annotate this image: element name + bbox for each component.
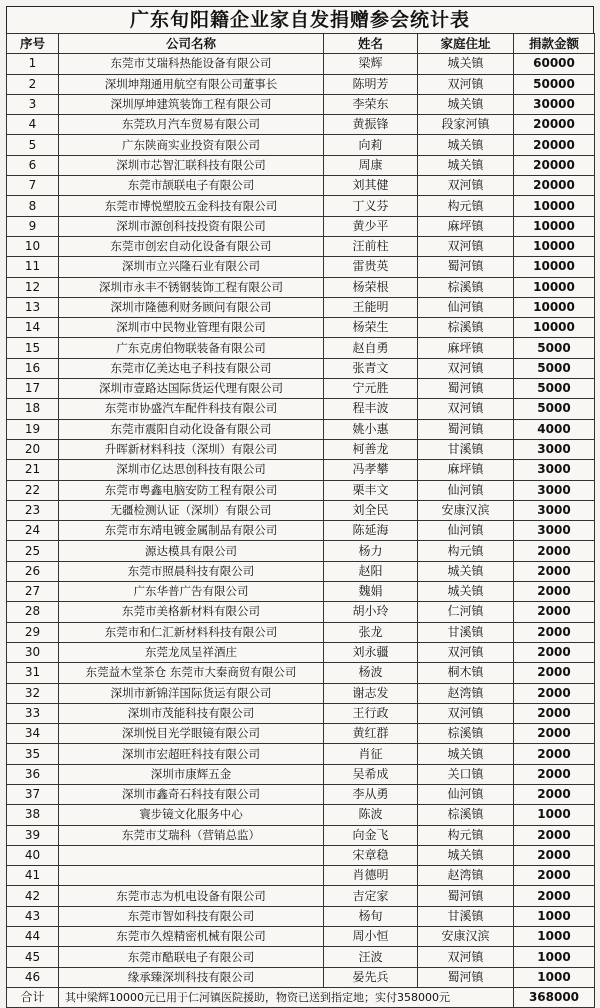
donor-name: 刘全民 [324, 500, 418, 520]
home-town: 城关镇 [418, 744, 514, 764]
company-name: 东莞玖月汽车贸易有限公司 [59, 115, 324, 135]
home-town: 城关镇 [418, 54, 514, 74]
row-index: 13 [7, 297, 59, 317]
donor-name: 黄振锋 [324, 115, 418, 135]
donation-amount: 5000 [514, 358, 595, 378]
donation-amount: 5000 [514, 338, 595, 358]
donor-name: 王能明 [324, 297, 418, 317]
donation-amount: 5000 [514, 399, 595, 419]
table-row [7, 886, 595, 906]
company-name: 东莞市智如科技有限公司 [59, 906, 324, 926]
donor-name: 汪前柱 [324, 236, 418, 256]
company-name: 无疆检测认证（深圳）有限公司 [59, 500, 324, 520]
donor-name: 向金飞 [324, 825, 418, 845]
row-index: 32 [7, 683, 59, 703]
table-row [7, 744, 595, 764]
total-row [7, 987, 595, 1007]
donation-amount: 1000 [514, 906, 595, 926]
col-header-amount: 捐款金额 [514, 34, 595, 54]
donor-name: 雷贵英 [324, 257, 418, 277]
home-town: 城关镇 [418, 561, 514, 581]
donor-name: 肖征 [324, 744, 418, 764]
donor-name: 汪波 [324, 947, 418, 967]
table-row [7, 216, 595, 236]
table-row [7, 135, 595, 155]
donor-name: 谢志发 [324, 683, 418, 703]
table-row [7, 115, 595, 135]
company-name: 深圳市宏超旺科技有限公司 [59, 744, 324, 764]
table-row [7, 784, 595, 804]
table-row [7, 683, 595, 703]
table-row [7, 947, 595, 967]
home-town: 双河镇 [418, 399, 514, 419]
company-name: 深圳市康辉五金 [59, 764, 324, 784]
table-row [7, 480, 595, 500]
donor-name: 赵阳 [324, 561, 418, 581]
home-town: 棕溪镇 [418, 277, 514, 297]
donation-amount: 2000 [514, 784, 595, 804]
donation-amount: 3000 [514, 521, 595, 541]
header-row [7, 34, 595, 54]
table-row [7, 927, 595, 947]
donor-name: 杨波 [324, 663, 418, 683]
company-name: 深圳市立兴隆石业有限公司 [59, 257, 324, 277]
row-index: 37 [7, 784, 59, 804]
row-index: 28 [7, 602, 59, 622]
donation-amount: 4000 [514, 419, 595, 439]
company-name: 缘承臻深圳科技有限公司 [59, 967, 324, 987]
donation-amount: 2000 [514, 724, 595, 744]
donation-amount: 30000 [514, 94, 595, 114]
donor-name: 宋章稳 [324, 845, 418, 865]
donor-name: 张青文 [324, 358, 418, 378]
table-row [7, 176, 595, 196]
company-name: 深圳悦目光学眼镜有限公司 [59, 724, 324, 744]
row-index: 8 [7, 196, 59, 216]
row-index: 46 [7, 967, 59, 987]
home-town: 赵湾镇 [418, 683, 514, 703]
table-row [7, 338, 595, 358]
table-row [7, 460, 595, 480]
donor-name: 陈波 [324, 805, 418, 825]
company-name: 深圳市芯智汇联科技有限公司 [59, 155, 324, 175]
home-town: 麻坪镇 [418, 460, 514, 480]
donor-name: 李荣东 [324, 94, 418, 114]
table-row [7, 866, 595, 886]
donation-amount: 10000 [514, 277, 595, 297]
company-name: 广东陕商实业投资有限公司 [59, 135, 324, 155]
row-index: 44 [7, 927, 59, 947]
table-row [7, 54, 595, 74]
table-row [7, 825, 595, 845]
total-note: 其中梁辉10000元已用于仁河镇医院援助，物资已送到指定地；实付358000元 [59, 987, 514, 1007]
home-town: 双河镇 [418, 703, 514, 723]
company-name: 广东克虏伯物联装备有限公司 [59, 338, 324, 358]
table-row [7, 439, 595, 459]
donation-sheet [6, 6, 594, 1008]
home-town: 仁河镇 [418, 602, 514, 622]
table-row [7, 419, 595, 439]
row-index: 43 [7, 906, 59, 926]
home-town: 麻坪镇 [418, 338, 514, 358]
donor-name: 肖德明 [324, 866, 418, 886]
company-name: 广东华普广告有限公司 [59, 582, 324, 602]
donation-amount: 60000 [514, 54, 595, 74]
donor-name: 向莉 [324, 135, 418, 155]
table-row [7, 236, 595, 256]
donor-name: 魏娟 [324, 582, 418, 602]
company-name [59, 866, 324, 886]
donation-amount: 2000 [514, 642, 595, 662]
home-town: 城关镇 [418, 845, 514, 865]
donor-name: 栗丰文 [324, 480, 418, 500]
row-index: 1 [7, 54, 59, 74]
table-row [7, 277, 595, 297]
col-header-name: 姓名 [324, 34, 418, 54]
table-row [7, 297, 595, 317]
donor-name: 杨荣根 [324, 277, 418, 297]
donor-name: 杨荣生 [324, 318, 418, 338]
donation-amount: 10000 [514, 216, 595, 236]
company-name: 深圳厚坤建筑装饰工程有限公司 [59, 94, 324, 114]
row-index: 5 [7, 135, 59, 155]
company-name: 东莞龙凤呈祥酒庄 [59, 642, 324, 662]
table-row [7, 805, 595, 825]
table-row [7, 663, 595, 683]
row-index: 45 [7, 947, 59, 967]
row-index: 11 [7, 257, 59, 277]
home-town: 蜀河镇 [418, 379, 514, 399]
company-name [59, 845, 324, 865]
table-row [7, 358, 595, 378]
table-row [7, 541, 595, 561]
table-row [7, 602, 595, 622]
home-town: 蜀河镇 [418, 886, 514, 906]
company-name: 深圳市隆德利财务顾问有限公司 [59, 297, 324, 317]
donation-amount: 2000 [514, 845, 595, 865]
home-town: 仙河镇 [418, 480, 514, 500]
donor-name: 宁元胜 [324, 379, 418, 399]
donation-amount: 1000 [514, 805, 595, 825]
donation-amount: 1000 [514, 967, 595, 987]
donation-amount: 10000 [514, 318, 595, 338]
donation-amount: 2000 [514, 764, 595, 784]
donor-name: 周康 [324, 155, 418, 175]
donor-name: 柯善龙 [324, 439, 418, 459]
company-name: 寰步镜文化服务中心 [59, 805, 324, 825]
table-row [7, 500, 595, 520]
donor-name: 黄红群 [324, 724, 418, 744]
donor-name: 张龙 [324, 622, 418, 642]
donation-amount: 2000 [514, 744, 595, 764]
col-header-company: 公司名称 [59, 34, 324, 54]
home-town: 甘溪镇 [418, 439, 514, 459]
donation-amount: 2000 [514, 541, 595, 561]
row-index: 24 [7, 521, 59, 541]
donor-name: 吴希成 [324, 764, 418, 784]
home-town: 仙河镇 [418, 521, 514, 541]
row-index: 22 [7, 480, 59, 500]
sheet-title: 广东旬阳籍企业家自发捐赠参会统计表 [6, 6, 594, 33]
home-town: 安康汉滨 [418, 927, 514, 947]
row-index: 4 [7, 115, 59, 135]
donor-name: 程丰波 [324, 399, 418, 419]
table-row [7, 379, 595, 399]
donation-amount: 20000 [514, 176, 595, 196]
table-row [7, 642, 595, 662]
row-index: 27 [7, 582, 59, 602]
table-row [7, 94, 595, 114]
table-row [7, 967, 595, 987]
col-header-index: 序号 [7, 34, 59, 54]
row-index: 10 [7, 236, 59, 256]
home-town: 蜀河镇 [418, 257, 514, 277]
home-town: 甘溪镇 [418, 906, 514, 926]
row-index: 18 [7, 399, 59, 419]
company-name: 东莞市震阳自动化设备有限公司 [59, 419, 324, 439]
row-index: 6 [7, 155, 59, 175]
table-row [7, 74, 595, 94]
row-index: 7 [7, 176, 59, 196]
row-index: 15 [7, 338, 59, 358]
donor-name: 周小恒 [324, 927, 418, 947]
table-row [7, 257, 595, 277]
donation-amount: 20000 [514, 135, 595, 155]
donor-name: 李从勇 [324, 784, 418, 804]
home-town: 构元镇 [418, 196, 514, 216]
home-town: 蜀河镇 [418, 419, 514, 439]
row-index: 25 [7, 541, 59, 561]
row-index: 42 [7, 886, 59, 906]
donation-amount: 5000 [514, 379, 595, 399]
home-town: 麻坪镇 [418, 216, 514, 236]
company-name: 深圳市中民物业管理有限公司 [59, 318, 324, 338]
row-index: 33 [7, 703, 59, 723]
row-index: 26 [7, 561, 59, 581]
row-index: 20 [7, 439, 59, 459]
table-row [7, 703, 595, 723]
table-row [7, 155, 595, 175]
donor-name: 黄少平 [324, 216, 418, 236]
donation-amount: 20000 [514, 115, 595, 135]
company-name: 源达模具有限公司 [59, 541, 324, 561]
home-town: 双河镇 [418, 642, 514, 662]
donor-name: 赵自勇 [324, 338, 418, 358]
home-town: 甘溪镇 [418, 622, 514, 642]
row-index: 35 [7, 744, 59, 764]
donor-name: 梁辉 [324, 54, 418, 74]
home-town: 蜀河镇 [418, 967, 514, 987]
row-index: 12 [7, 277, 59, 297]
donation-amount: 2000 [514, 703, 595, 723]
donation-amount: 10000 [514, 236, 595, 256]
home-town: 棕溪镇 [418, 318, 514, 338]
row-index: 39 [7, 825, 59, 845]
donation-amount: 2000 [514, 602, 595, 622]
table-row [7, 582, 595, 602]
home-town: 关口镇 [418, 764, 514, 784]
donation-amount: 10000 [514, 257, 595, 277]
table-body [7, 54, 595, 988]
home-town: 城关镇 [418, 94, 514, 114]
home-town: 仙河镇 [418, 784, 514, 804]
home-town: 双河镇 [418, 358, 514, 378]
company-name: 深圳坤翔通用航空有限公司董事长 [59, 74, 324, 94]
donor-name: 刘永疆 [324, 642, 418, 662]
row-index: 31 [7, 663, 59, 683]
table-row [7, 764, 595, 784]
donor-name: 胡小玲 [324, 602, 418, 622]
company-name: 东莞市创宏自动化设备有限公司 [59, 236, 324, 256]
donor-name: 陈延海 [324, 521, 418, 541]
row-index: 3 [7, 94, 59, 114]
company-name: 东莞市志为机电设备有限公司 [59, 886, 324, 906]
row-index: 30 [7, 642, 59, 662]
home-town: 城关镇 [418, 155, 514, 175]
home-town: 棕溪镇 [418, 805, 514, 825]
row-index: 34 [7, 724, 59, 744]
row-index: 16 [7, 358, 59, 378]
row-index: 40 [7, 845, 59, 865]
donation-amount: 2000 [514, 561, 595, 581]
home-town: 仙河镇 [418, 297, 514, 317]
home-town: 构元镇 [418, 541, 514, 561]
home-town: 双河镇 [418, 74, 514, 94]
company-name: 深圳市永丰不锈钢装饰工程有限公司 [59, 277, 324, 297]
total-label: 合计 [7, 987, 59, 1007]
table-row [7, 521, 595, 541]
company-name: 东莞市艾瑞科热能设备有限公司 [59, 54, 324, 74]
donation-amount: 10000 [514, 196, 595, 216]
company-name: 升晖新材料科技（深圳）有限公司 [59, 439, 324, 459]
company-name: 东莞市艾瑞科（营销总监） [59, 825, 324, 845]
row-index: 36 [7, 764, 59, 784]
company-name: 东莞市协盛汽车配件科技有限公司 [59, 399, 324, 419]
donor-name: 丁义芬 [324, 196, 418, 216]
home-town: 构元镇 [418, 825, 514, 845]
company-name: 深圳市源创科技投资有限公司 [59, 216, 324, 236]
company-name: 东莞市和仁汇新材料科技有限公司 [59, 622, 324, 642]
donation-amount: 10000 [514, 297, 595, 317]
company-name: 东莞市粤鑫电脑安防工程有限公司 [59, 480, 324, 500]
table-row [7, 196, 595, 216]
company-name: 东莞市东靖电镀金属制品有限公司 [59, 521, 324, 541]
home-town: 双河镇 [418, 176, 514, 196]
home-town: 赵湾镇 [418, 866, 514, 886]
donation-amount: 2000 [514, 663, 595, 683]
row-index: 23 [7, 500, 59, 520]
row-index: 2 [7, 74, 59, 94]
row-index: 9 [7, 216, 59, 236]
company-name: 深圳市亿达思创科技有限公司 [59, 460, 324, 480]
company-name: 深圳市茂能科技有限公司 [59, 703, 324, 723]
donation-amount: 20000 [514, 155, 595, 175]
donation-amount: 2000 [514, 622, 595, 642]
home-town: 段家河镇 [418, 115, 514, 135]
home-town: 城关镇 [418, 582, 514, 602]
donor-name: 陈明芳 [324, 74, 418, 94]
donation-amount: 2000 [514, 825, 595, 845]
table-row [7, 561, 595, 581]
company-name: 东莞市博悦塑胶五金科技有限公司 [59, 196, 324, 216]
table-row [7, 845, 595, 865]
donor-name: 姚小惠 [324, 419, 418, 439]
table-row [7, 724, 595, 744]
table-row [7, 622, 595, 642]
company-name: 深圳市壹路达国际货运代理有限公司 [59, 379, 324, 399]
donation-amount: 3000 [514, 460, 595, 480]
donation-amount: 3000 [514, 480, 595, 500]
total-amount: 368000 [514, 987, 595, 1007]
row-index: 38 [7, 805, 59, 825]
company-name: 东莞市久煌精密机械有限公司 [59, 927, 324, 947]
company-name: 东莞益木堂茶仓 东莞市大秦商贸有限公司 [59, 663, 324, 683]
donor-name: 吉定家 [324, 886, 418, 906]
home-town: 棕溪镇 [418, 724, 514, 744]
row-index: 17 [7, 379, 59, 399]
donor-name: 刘其健 [324, 176, 418, 196]
donor-name: 王行政 [324, 703, 418, 723]
row-index: 14 [7, 318, 59, 338]
row-index: 19 [7, 419, 59, 439]
row-index: 41 [7, 866, 59, 886]
donor-name: 杨旬 [324, 906, 418, 926]
home-town: 城关镇 [418, 135, 514, 155]
row-index: 21 [7, 460, 59, 480]
donation-amount: 3000 [514, 439, 595, 459]
company-name: 深圳市新锦洋国际货运有限公司 [59, 683, 324, 703]
donation-amount: 1000 [514, 947, 595, 967]
company-name: 东莞市酷联电子有限公司 [59, 947, 324, 967]
donor-name: 冯孝攀 [324, 460, 418, 480]
donation-amount: 1000 [514, 927, 595, 947]
company-name: 东莞市美格新材料有限公司 [59, 602, 324, 622]
donation-amount: 2000 [514, 866, 595, 886]
table-row [7, 318, 595, 338]
donation-amount: 2000 [514, 886, 595, 906]
home-town: 安康汉滨 [418, 500, 514, 520]
home-town: 双河镇 [418, 947, 514, 967]
donation-amount: 3000 [514, 500, 595, 520]
donor-name: 杨力 [324, 541, 418, 561]
row-index: 29 [7, 622, 59, 642]
table-row [7, 906, 595, 926]
company-name: 东莞市颉联电子有限公司 [59, 176, 324, 196]
col-header-address: 家庭住址 [418, 34, 514, 54]
company-name: 深圳市鑫奇石科技有限公司 [59, 784, 324, 804]
home-town: 双河镇 [418, 236, 514, 256]
donation-amount: 2000 [514, 582, 595, 602]
donation-amount: 2000 [514, 683, 595, 703]
home-town: 桐木镇 [418, 663, 514, 683]
donor-name: 晏先兵 [324, 967, 418, 987]
donation-table [6, 33, 595, 1008]
company-name: 东莞市照晨科技有限公司 [59, 561, 324, 581]
table-row [7, 399, 595, 419]
company-name: 东莞市亿美达电子科技有限公司 [59, 358, 324, 378]
donation-amount: 50000 [514, 74, 595, 94]
